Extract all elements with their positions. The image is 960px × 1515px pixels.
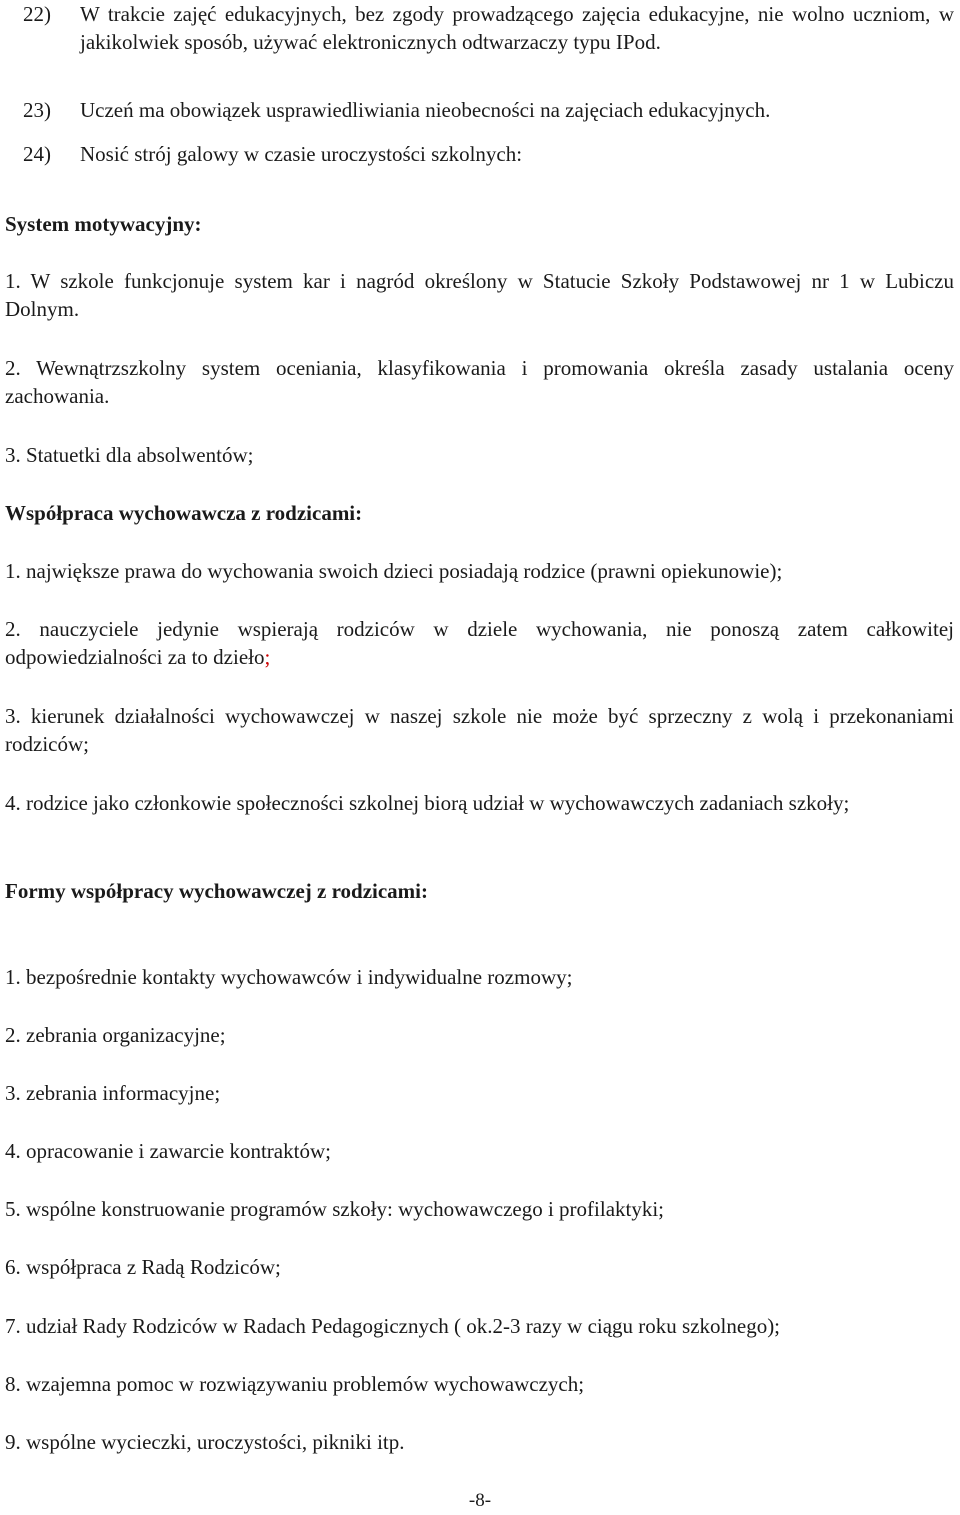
list-item	[5, 96, 954, 124]
item-text: Uczeń ma obowiązek usprawiedliwiania nieobecności na zajęciach edukacyjnych.	[80, 98, 771, 122]
list-item: 4. rodzice jako członkowie społeczności szkolnej biorą udział w wychowawczych zadaniach szkoły;	[5, 791, 850, 815]
section-heading: Współpraca wychowawcza z rodzicami:	[5, 501, 363, 525]
list-item: 1. W szkole funkcjonuje system kar i nagród określony w Statucie Szkoły Podstawowej nr 1 w Lubiczu Dolnym.	[5, 269, 954, 321]
list-item: 2. zebrania organizacyjne;	[5, 1023, 226, 1047]
list-item: 1. największe prawa do wychowania swoich dzieci posiadają rodzice (prawni opiekunowie);	[5, 559, 783, 583]
list-item: 5. wspólne konstruowanie programów szkoły: wychowawczego i profilaktyki;	[5, 1197, 665, 1221]
list-item	[5, 140, 954, 168]
item-text: W trakcie zajęć edukacyjnych, bez zgody prowadzącego zajęcia edukacyjne, nie wolno uczniom, w jakikolwiek sposób, używać elektronicznych odtwarzaczy typu IPod.	[80, 2, 954, 54]
list-item: 7. udział Rady Rodziców w Radach Pedagogicznych ( ok.2-3 razy w ciągu roku szkolnego);	[5, 1314, 781, 1338]
section-heading: Formy współpracy wychowawczej z rodzicami:	[5, 879, 429, 903]
list-item: 1. bezpośrednie kontakty wychowawców i indywidualne rozmowy;	[5, 965, 573, 989]
list-item: 3. zebrania informacyjne;	[5, 1081, 221, 1105]
item-text: 2. nauczyciele jedynie wspierają rodziców w dziele wychowania, nie ponoszą zatem całkowitej odpowiedzialności za to dzieło	[5, 617, 954, 669]
list-item: 3. kierunek działalności wychowawczej w naszej szkole nie może być sprzeczny z wolą i przekonaniami rodziców;	[5, 704, 954, 756]
item-number: 22)	[23, 2, 51, 26]
list-item	[5, 0, 954, 56]
page-number: -8-	[468, 1490, 492, 1511]
item-number: 23)	[23, 98, 51, 122]
list-item: 9. wspólne wycieczki, uroczystości, pikniki itp.	[5, 1430, 405, 1454]
list-item: 2. Wewnątrzszkolny system oceniania, klasyfikowania i promowania określa zasady ustalania oceny zachowania.	[5, 356, 954, 408]
list-item: 8. wzajemna pomoc w rozwiązywaniu problemów wychowawczych;	[5, 1372, 585, 1396]
item-text: Nosić strój galowy w czasie uroczystości szkolnych:	[80, 142, 523, 166]
item-punctuation: ;	[264, 645, 271, 669]
section-heading: System motywacyjny:	[5, 212, 202, 236]
list-item: 4. opracowanie i zawarcie kontraktów;	[5, 1139, 331, 1163]
list-item: 6. współpraca z Radą Rodziców;	[5, 1255, 281, 1279]
item-number: 24)	[23, 142, 51, 166]
list-item: 3. Statuetki dla absolwentów;	[5, 443, 254, 467]
list-item	[5, 615, 954, 671]
